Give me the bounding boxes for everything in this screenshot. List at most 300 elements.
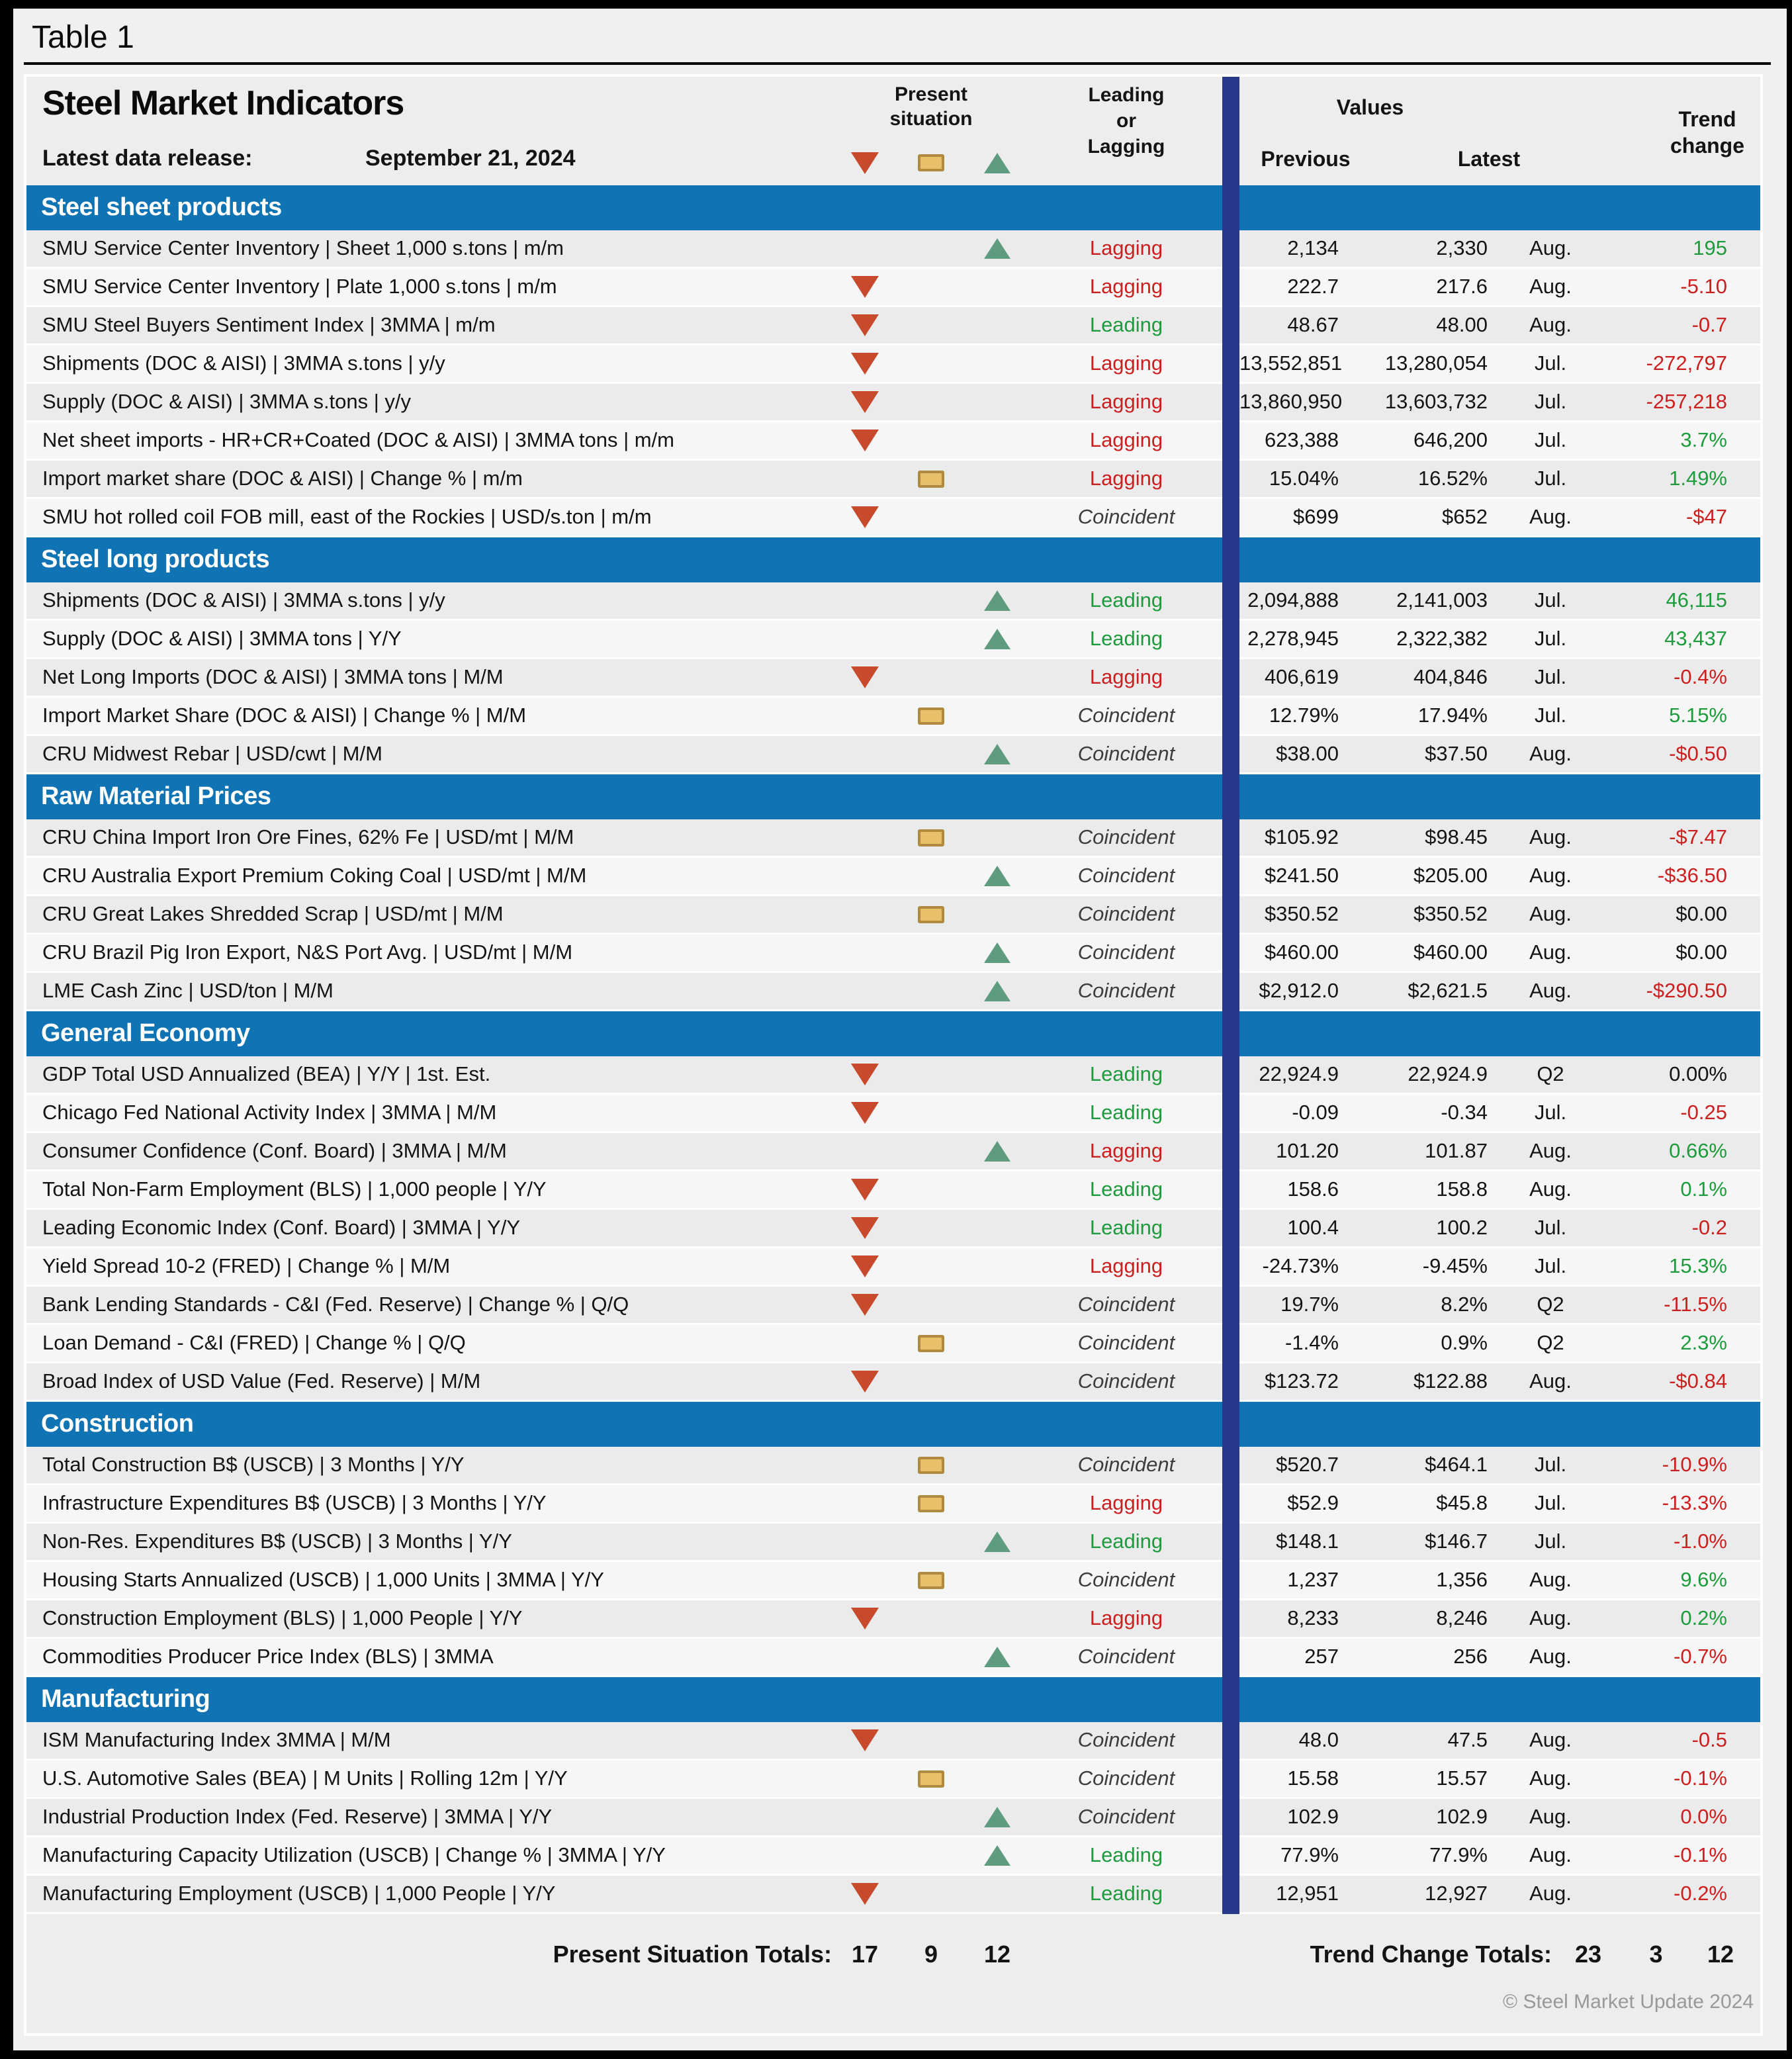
latest-value: 101.87	[1425, 1139, 1488, 1162]
down-triangle-icon	[851, 1102, 879, 1124]
trend-change-value: 9.6%	[1680, 1568, 1727, 1591]
present-up-cell	[964, 384, 1030, 420]
leading-lagging-value: Leading	[1089, 313, 1163, 336]
latest-value: 8,246	[1436, 1606, 1488, 1629]
latest-value: $2,621.5	[1408, 979, 1488, 1002]
table-row	[26, 896, 1760, 935]
table-row	[26, 935, 1760, 973]
table-row	[26, 1722, 1760, 1761]
column-header-previous: Previous	[1261, 147, 1351, 171]
month-label: Jul.	[1534, 627, 1567, 650]
previous-value: 22,924.9	[1259, 1062, 1339, 1085]
previous-value: $350.52	[1264, 902, 1339, 925]
release-date: September 21, 2024	[365, 146, 576, 171]
latest-value: $350.52	[1413, 902, 1488, 925]
indicator-name: Manufacturing Capacity Utilization (USCB) | Change % | 3MMA | Y/Y	[42, 1843, 666, 1866]
indicator-name: SMU Service Center Inventory | Sheet 1,000 s.tons | m/m	[42, 236, 564, 259]
indicator-name: CRU Australia Export Premium Coking Coal | USD/mt | M/M	[42, 864, 587, 887]
present-down-cell	[832, 1287, 898, 1323]
table-row	[26, 582, 1760, 621]
previous-value: 15.04%	[1269, 467, 1339, 490]
present-down-cell	[832, 307, 898, 343]
leading-lagging-value: Coincident	[1077, 864, 1175, 887]
previous-value: $520.7	[1276, 1453, 1339, 1476]
indicator-name: Housing Starts Annualized (USCB) | 1,000 Units | 3MMA | Y/Y	[42, 1568, 604, 1591]
present-total-down: 17	[851, 1941, 879, 1968]
present-flat-cell	[898, 1056, 964, 1093]
leading-lagging-value: Lagging	[1089, 275, 1163, 298]
down-triangle-icon	[851, 1217, 879, 1239]
indicator-name: Manufacturing Employment (USCB) | 1,000 People | Y/Y	[42, 1882, 556, 1905]
totals-row	[26, 1938, 1760, 1971]
up-triangle-icon	[984, 590, 1010, 611]
trend-change-value: 2.3%	[1680, 1331, 1727, 1354]
present-up-cell	[964, 422, 1030, 459]
present-down-cell	[832, 230, 898, 267]
present-down-cell	[832, 1363, 898, 1400]
table-row	[26, 1325, 1760, 1363]
indicator-name: Net sheet imports - HR+CR+Coated (DOC & AISI) | 3MMA tons | m/m	[42, 428, 674, 451]
table-row	[26, 499, 1760, 537]
trend-change-value: -272,797	[1646, 351, 1727, 375]
previous-value: -0.09	[1292, 1101, 1339, 1124]
table-row	[26, 1837, 1760, 1876]
present-up-cell	[964, 1133, 1030, 1169]
latest-value: 100.2	[1436, 1216, 1488, 1239]
present-up-cell	[964, 621, 1030, 657]
latest-value: $122.88	[1413, 1369, 1488, 1393]
trend-change-value: 195	[1693, 236, 1727, 259]
present-flat-cell	[898, 422, 964, 459]
previous-value: $699	[1293, 505, 1339, 528]
trend-change-value: $0.00	[1676, 940, 1727, 964]
leading-lagging-value: Coincident	[1077, 1293, 1175, 1316]
indicator-name: Non-Res. Expenditures B$ (USCB) | 3 Months | Y/Y	[42, 1530, 512, 1553]
down-triangle-icon	[851, 1064, 879, 1085]
present-down-cell	[832, 858, 898, 894]
trend-total-flat: 3	[1649, 1941, 1663, 1968]
table-row	[26, 1210, 1760, 1248]
present-up-cell	[964, 1171, 1030, 1208]
section	[26, 1402, 1760, 1677]
month-label: Aug.	[1529, 1177, 1572, 1201]
present-up-cell	[964, 1248, 1030, 1285]
present-down-cell	[832, 659, 898, 696]
latest-value: $464.1	[1425, 1453, 1488, 1476]
present-down-cell	[832, 1524, 898, 1560]
present-up-cell	[964, 819, 1030, 856]
trend-change-value: -0.7	[1691, 313, 1727, 336]
leading-lagging-value: Coincident	[1077, 979, 1175, 1002]
month-label: Jul.	[1534, 351, 1567, 375]
flat-dash-icon	[918, 1770, 944, 1788]
down-triangle-icon	[851, 391, 879, 413]
leading-lagging-value: Leading	[1089, 1216, 1163, 1239]
leading-lagging-value: Coincident	[1077, 1728, 1175, 1751]
present-down-cell	[832, 1056, 898, 1093]
present-down-cell	[832, 1325, 898, 1361]
present-up-cell	[964, 1447, 1030, 1483]
present-down-cell	[832, 1095, 898, 1131]
previous-value: 2,278,945	[1247, 627, 1339, 650]
present-flat-cell	[898, 1248, 964, 1285]
present-down-cell	[832, 422, 898, 459]
present-flat-cell	[898, 461, 964, 497]
month-label: Jul.	[1534, 1491, 1567, 1514]
present-up-cell	[964, 896, 1030, 933]
present-up-cell	[964, 345, 1030, 382]
month-label: Aug.	[1529, 1728, 1572, 1751]
present-flat-cell	[898, 1799, 964, 1835]
present-up-cell	[964, 1600, 1030, 1637]
month-label: Aug.	[1529, 864, 1572, 887]
section-header-band: Steel sheet products	[26, 185, 1760, 230]
indicator-name: Commodities Producer Price Index (BLS) | 3MMA	[42, 1645, 494, 1668]
latest-value: 13,603,732	[1384, 390, 1488, 413]
indicator-name: Net Long Imports (DOC & AISI) | 3MMA tons | M/M	[42, 665, 504, 688]
down-triangle-icon	[851, 1294, 879, 1316]
present-down-cell	[832, 269, 898, 305]
trend-change-value: -10.9%	[1662, 1453, 1727, 1476]
table-row	[26, 1363, 1760, 1402]
present-up-cell	[964, 1363, 1030, 1400]
up-triangle-icon	[984, 1532, 1010, 1552]
section-rows	[26, 1722, 1760, 1914]
trend-change-value: -0.25	[1680, 1101, 1727, 1124]
column-header-trend-change: Trend change	[1670, 107, 1745, 158]
trend-change-value: -13.3%	[1662, 1491, 1727, 1514]
section	[26, 1677, 1760, 1914]
latest-value: 22,924.9	[1408, 1062, 1488, 1085]
legend-down-cell	[832, 148, 898, 177]
latest-value: 2,141,003	[1396, 588, 1488, 612]
present-flat-cell	[898, 1485, 964, 1522]
month-label: Jul.	[1534, 1530, 1567, 1553]
table-row	[26, 1799, 1760, 1837]
section	[26, 185, 1760, 537]
leading-lagging-value: Leading	[1089, 1177, 1163, 1201]
section-rows	[26, 819, 1760, 1011]
table-row	[26, 1056, 1760, 1095]
flat-dash-icon	[918, 708, 944, 725]
present-down-cell	[832, 384, 898, 420]
latest-value: 404,846	[1413, 665, 1488, 688]
table-row	[26, 1485, 1760, 1524]
month-label: Jul.	[1534, 1216, 1567, 1239]
latest-value: 0.9%	[1441, 1331, 1488, 1354]
present-flat-cell	[898, 935, 964, 971]
sections	[26, 185, 1760, 1914]
trend-change-value: -257,218	[1646, 390, 1727, 413]
month-label: Aug.	[1529, 1369, 1572, 1393]
present-flat-cell	[898, 1524, 964, 1560]
down-triangle-icon	[851, 276, 879, 298]
present-up-cell	[964, 1210, 1030, 1246]
leading-lagging-value: Lagging	[1089, 1254, 1163, 1277]
present-flat-cell	[898, 1876, 964, 1912]
present-down-cell	[832, 1133, 898, 1169]
down-triangle-icon	[851, 1729, 879, 1751]
present-up-cell	[964, 1095, 1030, 1131]
report-page	[13, 9, 1787, 2050]
present-flat-cell	[898, 499, 964, 535]
leading-lagging-value: Leading	[1089, 588, 1163, 612]
latest-value: $37.50	[1425, 742, 1488, 765]
trend-change-value: 0.00%	[1669, 1062, 1727, 1085]
trend-change-value: 0.1%	[1680, 1177, 1727, 1201]
table-row	[26, 973, 1760, 1011]
copyright-text: © Steel Market Update 2024	[1503, 1991, 1754, 2013]
present-up-cell	[964, 230, 1030, 267]
table-row	[26, 1876, 1760, 1914]
latest-value: -9.45%	[1422, 1254, 1488, 1277]
present-down-cell	[832, 1485, 898, 1522]
latest-value: 158.8	[1436, 1177, 1488, 1201]
flat-dash-icon	[918, 471, 944, 488]
present-down-cell	[832, 1799, 898, 1835]
previous-value: 15.58	[1287, 1766, 1339, 1790]
present-up-cell	[964, 1761, 1030, 1797]
leading-lagging-value: Leading	[1089, 1882, 1163, 1905]
latest-value: 48.00	[1436, 313, 1488, 336]
down-triangle-icon	[851, 1256, 879, 1277]
latest-value: 1,356	[1436, 1568, 1488, 1591]
flat-dash-icon	[918, 1335, 944, 1352]
latest-value: 2,322,382	[1396, 627, 1488, 650]
present-down-cell	[832, 1761, 898, 1797]
previous-value: 48.67	[1287, 313, 1339, 336]
up-triangle-icon	[984, 1141, 1010, 1162]
present-flat-cell	[898, 1837, 964, 1874]
legend-up-cell	[964, 148, 1030, 177]
month-label: Aug.	[1529, 742, 1572, 765]
leading-lagging-value: Coincident	[1077, 1331, 1175, 1354]
previous-value: 1,237	[1287, 1568, 1339, 1591]
present-flat-cell	[898, 1171, 964, 1208]
indicator-name: Infrastructure Expenditures B$ (USCB) | 3 Months | Y/Y	[42, 1491, 547, 1514]
previous-value: 101.20	[1276, 1139, 1339, 1162]
present-down-cell	[832, 461, 898, 497]
present-situation-totals-label: Present Situation Totals:	[553, 1941, 832, 1968]
present-down-cell	[832, 345, 898, 382]
up-triangle-icon	[984, 744, 1010, 764]
indicator-name: Broad Index of USD Value (Fed. Reserve) | M/M	[42, 1369, 481, 1393]
latest-value: 13,280,054	[1384, 351, 1488, 375]
section-header-band: General Economy	[26, 1011, 1760, 1056]
flat-dash-icon	[918, 154, 944, 171]
present-up-cell	[964, 1562, 1030, 1598]
trend-change-value: -0.5	[1691, 1728, 1727, 1751]
table-row	[26, 1133, 1760, 1171]
previous-value: $2,912.0	[1259, 979, 1339, 1002]
up-triangle-icon	[984, 981, 1010, 1001]
trend-change-totals-label: Trend Change Totals:	[1310, 1941, 1552, 1968]
leading-lagging-value: Lagging	[1089, 351, 1163, 375]
latest-value: 77.9%	[1429, 1843, 1488, 1866]
trend-change-value: -11.5%	[1664, 1293, 1727, 1316]
month-label: Jul.	[1534, 467, 1567, 490]
present-up-cell	[964, 973, 1030, 1009]
down-triangle-icon	[851, 506, 879, 528]
table-row	[26, 1171, 1760, 1210]
present-flat-cell	[898, 659, 964, 696]
leading-lagging-value: Coincident	[1077, 902, 1175, 925]
table-row	[26, 819, 1760, 858]
leading-lagging-value: Lagging	[1089, 665, 1163, 688]
leading-lagging-value: Leading	[1089, 1530, 1163, 1553]
table-row	[26, 461, 1760, 499]
table-row	[26, 1248, 1760, 1287]
present-flat-cell	[898, 698, 964, 734]
leading-lagging-value: Lagging	[1089, 390, 1163, 413]
up-triangle-icon	[984, 1807, 1010, 1827]
present-down-cell	[832, 1639, 898, 1675]
leading-lagging-value: Lagging	[1089, 467, 1163, 490]
indicator-name: Industrial Production Index (Fed. Reserve) | 3MMA | Y/Y	[42, 1805, 553, 1828]
present-flat-cell	[898, 230, 964, 267]
trend-change-value: -5.10	[1680, 275, 1727, 298]
present-flat-cell	[898, 1133, 964, 1169]
leading-lagging-value: Coincident	[1077, 505, 1175, 528]
month-label: Jul.	[1534, 665, 1567, 688]
month-label: Jul.	[1534, 1101, 1567, 1124]
present-up-cell	[964, 582, 1030, 619]
latest-value: 102.9	[1436, 1805, 1488, 1828]
trend-change-value: 46,115	[1666, 588, 1727, 612]
present-down-cell	[832, 819, 898, 856]
section	[26, 537, 1760, 774]
previous-value: 13,860,950	[1239, 390, 1343, 413]
present-up-cell	[964, 1639, 1030, 1675]
month-label: Jul.	[1534, 428, 1567, 451]
leading-lagging-value: Coincident	[1077, 1369, 1175, 1393]
present-flat-cell	[898, 1447, 964, 1483]
indicator-name: GDP Total USD Annualized (BEA) | Y/Y | 1st. Est.	[42, 1062, 491, 1085]
column-header-values: Values	[1336, 95, 1404, 119]
page-title: Steel Market Indicators	[42, 84, 404, 122]
previous-value: 158.6	[1287, 1177, 1339, 1201]
trend-change-value: -0.1%	[1674, 1766, 1727, 1790]
down-triangle-icon	[851, 152, 879, 174]
month-label: Aug.	[1529, 1882, 1572, 1905]
trend-change-value: 15.3%	[1669, 1254, 1727, 1277]
present-up-cell	[964, 1799, 1030, 1835]
leading-lagging-value: Coincident	[1077, 825, 1175, 848]
present-up-cell	[964, 659, 1030, 696]
month-label: Jul.	[1534, 1254, 1567, 1277]
leading-lagging-value: Leading	[1089, 1062, 1163, 1085]
flat-dash-icon	[918, 1572, 944, 1589]
previous-value: $460.00	[1264, 940, 1339, 964]
flat-dash-icon	[918, 829, 944, 846]
section	[26, 774, 1760, 1011]
trend-change-value: -$0.84	[1669, 1369, 1727, 1393]
table-row	[26, 1761, 1760, 1799]
indicator-name: CRU Brazil Pig Iron Export, N&S Port Avg. | USD/mt | M/M	[42, 940, 573, 964]
present-down-cell	[832, 896, 898, 933]
indicator-name: Supply (DOC & AISI) | 3MMA tons | Y/Y	[42, 627, 402, 650]
previous-value: 19.7%	[1280, 1293, 1339, 1316]
indicators-panel	[24, 74, 1763, 2036]
previous-value: $38.00	[1276, 742, 1339, 765]
indicator-name: Import Market Share (DOC & AISI) | Change % | M/M	[42, 704, 527, 727]
present-flat-cell	[898, 1562, 964, 1598]
section-header-band: Steel long products	[26, 537, 1760, 582]
flat-dash-icon	[918, 906, 944, 923]
present-up-cell	[964, 499, 1030, 535]
previous-value: $105.92	[1264, 825, 1339, 848]
present-up-cell	[964, 858, 1030, 894]
indicator-name: Shipments (DOC & AISI) | 3MMA s.tons | y/y	[42, 588, 445, 612]
table-row	[26, 1447, 1760, 1485]
leading-lagging-value: Coincident	[1077, 940, 1175, 964]
table-row	[26, 736, 1760, 774]
previous-value: -24.73%	[1262, 1254, 1339, 1277]
present-up-cell	[964, 1287, 1030, 1323]
section-rows	[26, 582, 1760, 774]
present-up-cell	[964, 1876, 1030, 1912]
flat-dash-icon	[918, 1457, 944, 1474]
leading-lagging-value: Leading	[1089, 1843, 1163, 1866]
latest-value: $205.00	[1413, 864, 1488, 887]
month-label: Aug.	[1529, 1843, 1572, 1866]
latest-value: 646,200	[1413, 428, 1488, 451]
latest-value: $45.8	[1436, 1491, 1488, 1514]
trend-change-value: $0.00	[1676, 902, 1727, 925]
indicator-name: LME Cash Zinc | USD/ton | M/M	[42, 979, 334, 1002]
up-triangle-icon	[984, 1845, 1010, 1866]
previous-value: 257	[1304, 1645, 1339, 1668]
table-caption: Table 1	[32, 20, 134, 55]
present-up-cell	[964, 736, 1030, 772]
month-label: Aug.	[1529, 825, 1572, 848]
present-flat-cell	[898, 1600, 964, 1637]
present-down-cell	[832, 1210, 898, 1246]
down-triangle-icon	[851, 353, 879, 375]
indicator-name: CRU Midwest Rebar | USD/cwt | M/M	[42, 742, 382, 765]
table-row	[26, 698, 1760, 736]
indicator-name: SMU Steel Buyers Sentiment Index | 3MMA | m/m	[42, 313, 496, 336]
trend-change-value: -0.4%	[1674, 665, 1727, 688]
month-label: Aug.	[1529, 1606, 1572, 1629]
table-row	[26, 1562, 1760, 1600]
previous-value: 222.7	[1287, 275, 1339, 298]
present-flat-cell	[898, 1761, 964, 1797]
month-label: Q2	[1537, 1293, 1564, 1316]
leading-lagging-value: Coincident	[1077, 1805, 1175, 1828]
present-down-cell	[832, 973, 898, 1009]
present-down-cell	[832, 1876, 898, 1912]
table-row	[26, 659, 1760, 698]
indicator-name: Total Construction B$ (USCB) | 3 Months | Y/Y	[42, 1453, 465, 1476]
previous-value: 12.79%	[1269, 704, 1339, 727]
previous-value: 12,951	[1276, 1882, 1339, 1905]
indicator-name: CRU Great Lakes Shredded Scrap | USD/mt | M/M	[42, 902, 504, 925]
trend-change-value: -$47	[1685, 505, 1727, 528]
present-up-cell	[964, 1485, 1030, 1522]
table-row	[26, 1287, 1760, 1325]
latest-value: 16.52%	[1417, 467, 1488, 490]
present-flat-cell	[898, 736, 964, 772]
indicator-name: ISM Manufacturing Index 3MMA | M/M	[42, 1728, 391, 1751]
release-label: Latest data release:	[42, 146, 253, 171]
trend-change-value: -0.7%	[1674, 1645, 1727, 1668]
down-triangle-icon	[851, 1179, 879, 1201]
present-flat-cell	[898, 1287, 964, 1323]
up-triangle-icon	[984, 866, 1010, 886]
present-down-cell	[832, 736, 898, 772]
month-label: Aug.	[1529, 236, 1572, 259]
